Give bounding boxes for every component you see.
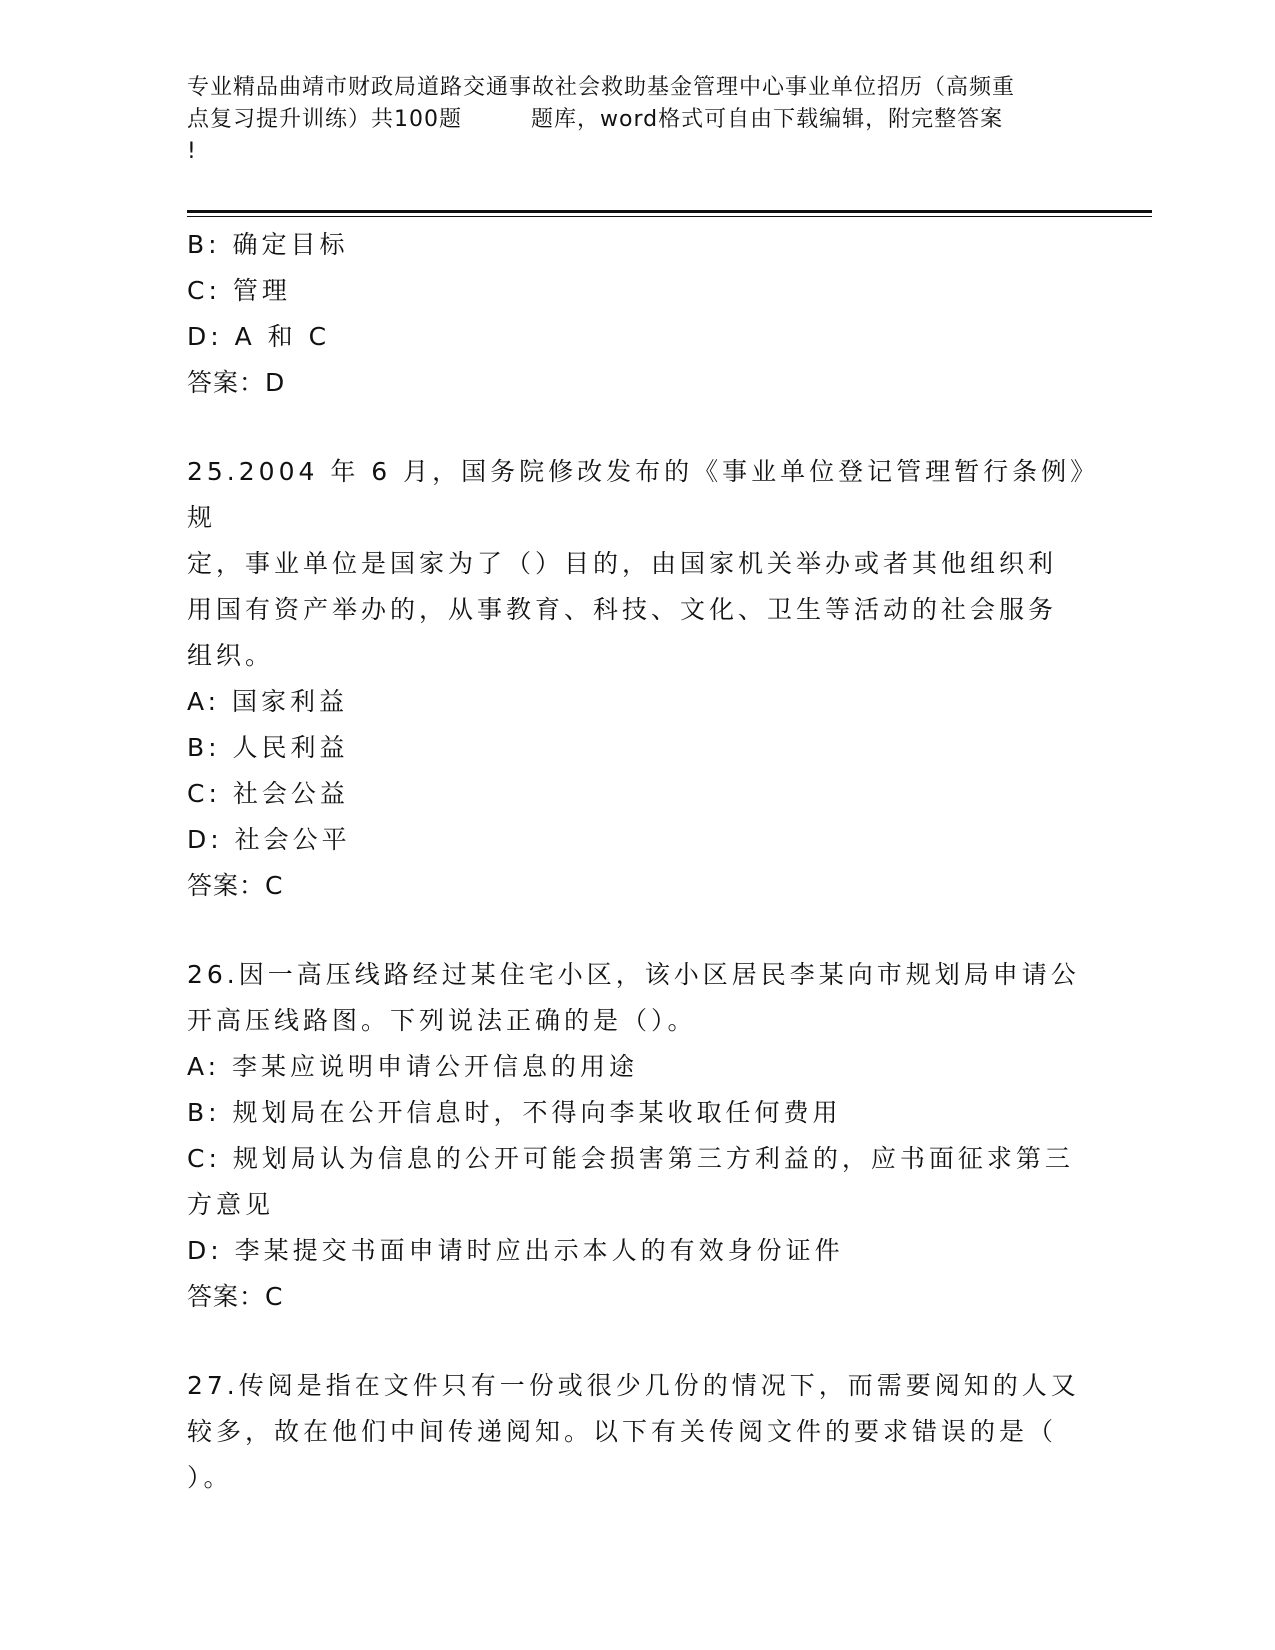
question-text: ）。 — [187, 1463, 233, 1492]
option: B: 人民利益 — [187, 733, 349, 762]
question-text: 27.传阅是指在文件只有一份或很少几份的情况下，而需要阅知的人又 — [187, 1371, 1080, 1400]
question-text: 用国有资产举办的，从事教育、科技、文化、卫生等活动的社会服务 — [187, 595, 1058, 624]
question-text: 25.2004 年 6 月，国务院修改发布的《事业单位登记管理暂行条例》规 — [187, 457, 1087, 532]
option: A: 李某应说明申请公开信息的用途 — [187, 1052, 639, 1081]
question-text: 较多，故在他们中间传递阅知。以下有关传阅文件的要求错误的是（ — [187, 1417, 1058, 1446]
option: C: 管理 — [187, 276, 291, 305]
option: 方意见 — [187, 1190, 275, 1219]
option: A: 国家利益 — [187, 687, 349, 716]
document-header — [187, 72, 1087, 168]
question-text: 定，事业单位是国家为了（）目的，由国家机关举办或者其他组织利 — [187, 549, 1058, 578]
option: D: 李某提交书面申请时应出示本人的有效身份证件 — [187, 1236, 844, 1265]
answer: 答案：C — [187, 871, 284, 900]
document-body — [187, 222, 1087, 1501]
header-line: 点复习提升训练）共100题 题库，word格式可自由下载编辑，附完整答案 — [187, 107, 1004, 132]
answer: 答案：C — [187, 1282, 284, 1311]
option: D: A 和 C — [187, 322, 331, 351]
header-line: ! — [187, 139, 197, 164]
option: B: 确定目标 — [187, 230, 349, 259]
question-text: 开高压线路图。下列说法正确的是（）。 — [187, 1006, 697, 1035]
option: B: 规划局在公开信息时，不得向李某收取任何费用 — [187, 1098, 842, 1127]
option: C: 规划局认为信息的公开可能会损害第三方利益的，应书面征求第三 — [187, 1144, 1074, 1173]
option: D: 社会公平 — [187, 825, 351, 854]
question-text: 组织。 — [187, 641, 275, 670]
question-text: 26.因一高压线路经过某住宅小区，该小区居民李某向市规划局申请公 — [187, 960, 1080, 989]
question-26 — [187, 952, 1087, 1320]
header-divider-thin — [187, 216, 1152, 217]
question-24-tail — [187, 222, 1087, 406]
option: C: 社会公益 — [187, 779, 349, 808]
question-25 — [187, 449, 1087, 909]
question-27 — [187, 1363, 1087, 1501]
header-line: 专业精品曲靖市财政局道路交通事故社会救助基金管理中心事业单位招历（高频重 — [187, 75, 1016, 100]
header-divider — [187, 210, 1152, 213]
answer: 答案：D — [187, 368, 286, 397]
